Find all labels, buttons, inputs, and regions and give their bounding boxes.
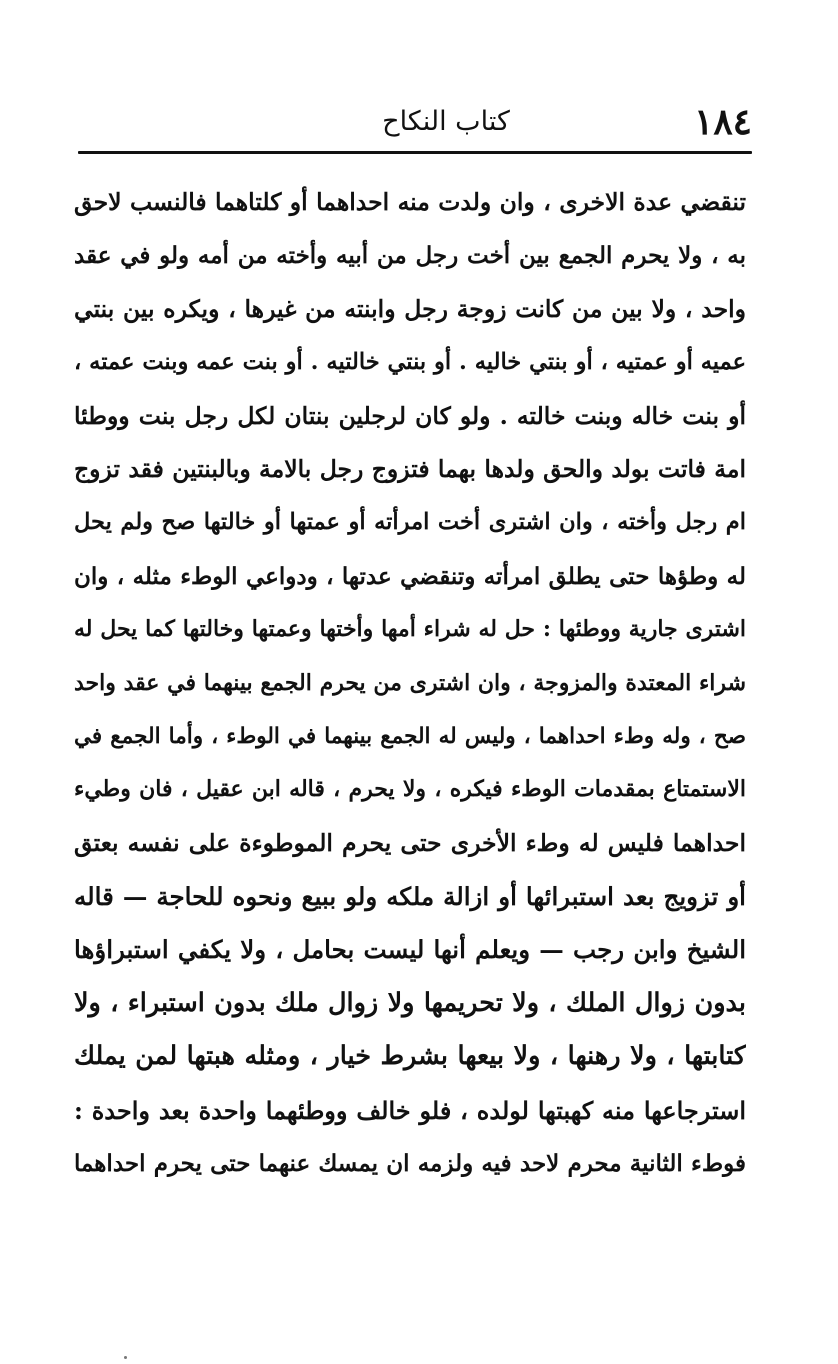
text-line: احداهما فليس له وطء الأخرى حتى يحرم الموطوءة على نفسه بعتق [74,828,746,857]
text-line: أو تزويج بعد استبرائها أو ازالة ملكه ولو ببيع ونحوه للحاجة — قاله [74,882,746,912]
page-number: ١٨٤ [693,101,752,143]
text-line: امة فاتت بولد والحق ولدها بهما فتزوج رجل بالامة وبالبنتين فقد تزوج [74,454,746,483]
text-line: الاستمتاع بمقدمات الوطء فيكره ، ولا يحرم ، قاله ابن عقيل ، فان وطيء [74,776,746,803]
text-line: اشترى جارية ووطئها : حل له شراء أمها وأختها وعمتها وخالتها كما يحل له [74,616,746,643]
text-line: به ، ولا يحرم الجمع بين أخت رجل من أبيه وأخته من أمه ولو في عقد [74,242,746,270]
text-line: الشيخ وابن رجب — ويعلم أنها ليست بحامل ، ولا يكفي استبراؤها [74,935,746,965]
text-line: كتابتها ، ولا رهنها ، ولا بيعها بشرط خيار ، ومثله هبتها لمن يملك [74,1041,746,1072]
header-rule [78,151,752,154]
text-line: بدون زوال الملك ، ولا تحريمها ولا زوال ملك بدون استبراء ، ولا [74,987,746,1018]
running-title: كتاب النكاح [382,106,510,137]
text-line: استرجاعها منه كهبتها لولده ، فلو خالف ووطئهما واحدة بعد واحدة : [74,1095,746,1125]
text-line: عميه أو عمتيه ، أو بنتي خاليه . أو بنتي خالتيه . أو بنت عمه وبنت عمته ، [74,349,746,376]
text-line: تنقضي عدة الاخرى ، وان ولدت منه احداهما أو كلتاهما فالنسب لاحق [74,188,746,216]
page-header [78,96,752,152]
body-text [74,176,746,1190]
stray-ink-mark [124,1356,127,1359]
text-line: له وطؤها حتى يطلق امرأته وتنقضي عدتها ، ودواعي الوطء مثله ، وان [74,562,746,590]
text-line: شراء المعتدة والمزوجة ، وان اشترى من يحرم الجمع بينهما في عقد واحد [74,669,746,696]
text-line: واحد ، ولا بين من كانت زوجة رجل وابنته من غيرها ، ويكره بين بنتي [74,294,746,323]
text-line: ام رجل وأخته ، وان اشترى أخت امرأته أو عمتها أو خالتها صح ولم يحل [74,509,746,536]
text-line: فوطء الثانية محرم لاحد فيه ولزمه ان يمسك عنهما حتى يحرم احداهما [74,1150,746,1178]
text-line: أو بنت خاله وبنت خالته . ولو كان لرجلين بنتان لكل رجل بنت ووطئا [74,401,746,430]
text-line: صح ، وله وطء احداهما ، وليس له الجمع بينهما في الوطء ، وأما الجمع في [74,723,746,749]
